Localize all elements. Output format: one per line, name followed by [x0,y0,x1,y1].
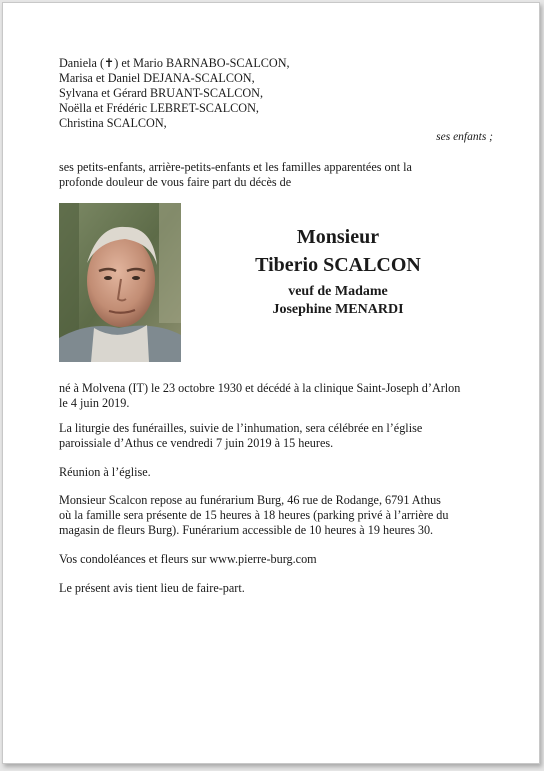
honorific-title: Monsieur [296,226,380,248]
family-line-5: Christina SCALCON, [59,116,167,130]
family-line-1: Daniela (✝) et Mario BARNABO-SCALCON, [59,56,290,70]
family-line-4: Noëlla et Frédéric LEBRET-SCALCON, [59,101,259,115]
intro-line-2: profonde douleur de vous faire part du décès de [59,175,292,189]
birth-line-2: le 4 juin 2019. [59,396,130,410]
deceased-name: Tiberio SCALCON [255,254,421,276]
notice-line: Le présent avis tient lieu de faire-part. [59,581,245,595]
portrait-photo [59,203,181,362]
funeral-home-line-2: où la famille sera présente de 15 heures à 18 heures (parking privé à l’arrière du [59,508,449,522]
obituary-page [2,2,540,764]
children-label: ses enfants ; [436,131,493,143]
liturgy-line-2: paroissiale d’Athus ce vendredi 7 juin 2019 à 15 heures. [59,436,334,450]
liturgy-line-1: La liturgie des funérailles, suivie de l’inhumation, sera célébrée en l’église [59,421,423,435]
intro-line-1: ses petits-enfants, arrière-petits-enfants et les familles apparentées ont la [59,160,412,174]
funeral-home-line-3: magasin de fleurs Burg). Funérarium accessible de 10 heures à 19 heures 30. [59,523,434,537]
family-line-2: Marisa et Daniel DEJANA-SCALCON, [59,71,255,85]
portrait-image [59,203,181,362]
spouse-name: Josephine MENARDI [272,302,404,317]
funeral-home-line-1: Monsieur Scalcon repose au funérarium Burg, 46 rue de Rodange, 6791 Athus [59,493,441,507]
meeting-line: Réunion à l’église. [59,465,151,479]
family-line-3: Sylvana et Gérard BRUANT-SCALCON, [59,86,264,100]
birth-line-1: né à Molvena (IT) le 23 octobre 1930 et décédé à la clinique Saint-Joseph d’Arlon [59,381,461,395]
widow-of-label: veuf de Madame [288,284,388,299]
condolences-line: Vos condoléances et fleurs sur www.pierre-burg.com [59,552,317,566]
